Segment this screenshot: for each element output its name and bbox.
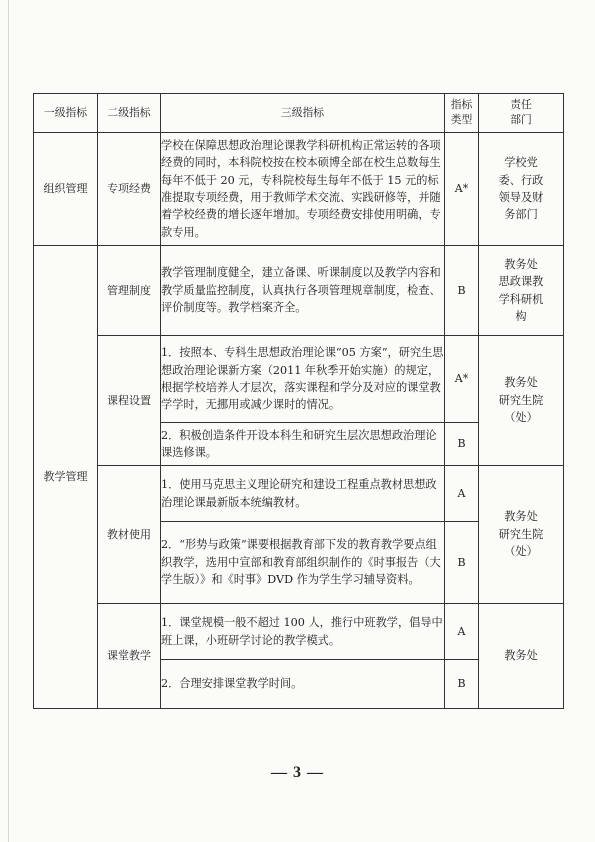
type-classroom-2: B [445, 660, 479, 709]
level1-org: 组织管理 [34, 133, 98, 246]
type-course-1: A* [445, 336, 479, 423]
page-number: — 3 — [271, 764, 324, 781]
dept-funding: 学校党 委、行政 领导及财 务部门 [479, 133, 564, 246]
header-type: 指标 类型 [445, 94, 479, 133]
table-row [34, 246, 564, 336]
desc-course-2: 2．积极创造条件开设本科生和研究生层次思想政治理论课选修课。 [161, 423, 445, 466]
desc-mgmt: 教学管理制度健全，建立备课、听课制度以及教学内容和教学质量监控制度，认真执行各项管理规章制度，检查、评价制度等。教学档案齐全。 [161, 246, 445, 336]
desc-textbook-2: 2．“形势与政策”课要根据教育部下发的教育教学要点组织教学，选用中宣部和教育部组织制作的《时事报告（大学生版）》和《时事》DVD 作为学生学习辅导资料。 [161, 522, 445, 604]
level2-course: 课程设置 [98, 336, 161, 466]
type-mgmt: B [445, 246, 479, 336]
desc-classroom-1: 1．课堂规模一般不超过 100 人，推行中班教学，倡导中班上课，小班研学讨论的教学模式。 [161, 604, 445, 660]
dept-classroom: 教务处 [479, 604, 564, 709]
header-dept: 责任 部门 [479, 94, 564, 133]
level2-funding: 专项经费 [98, 133, 161, 246]
type-textbook-2: B [445, 522, 479, 604]
table-row [34, 133, 564, 246]
indicator-table [33, 93, 564, 709]
level1-teaching: 教学管理 [34, 246, 98, 709]
table-row [34, 466, 564, 522]
header-level1: 一级指标 [34, 94, 98, 133]
dept-course: 教务处 研究生院 （处） [479, 336, 564, 466]
table-row [34, 604, 564, 660]
level2-textbook: 教材使用 [98, 466, 161, 604]
type-funding: A* [445, 133, 479, 246]
header-row [34, 94, 564, 133]
dept-textbook: 教务处 研究生院 （处） [479, 466, 564, 604]
table-row [34, 336, 564, 423]
dept-mgmt: 教务处 思政课教 学科研机 构 [479, 246, 564, 336]
type-textbook-1: A [445, 466, 479, 522]
scan-edge-line [8, 0, 9, 842]
desc-funding: 学校在保障思想政治理论课教学科研机构正常运转的各项经费的同时，本科院校按在校本硕博全部在校生总数每生每年不低于 20 元，专科院校每生每年不低于 15 元的标准提取专项经费，用于教师学术交流、实践研修等，并随着学校经费的增长逐年增加。专项经费安排使用明确，专款专用。 [161, 133, 445, 246]
level2-classroom: 课堂教学 [98, 604, 161, 709]
type-classroom-1: A [445, 604, 479, 660]
type-course-2: B [445, 423, 479, 466]
header-level3: 三级指标 [161, 94, 445, 133]
header-level2: 二级指标 [98, 94, 161, 133]
desc-classroom-2: 2．合理安排课堂教学时间。 [161, 660, 445, 709]
desc-textbook-1: 1．使用马克思主义理论研究和建设工程重点教材思想政治理论课最新版本统编教材。 [161, 466, 445, 522]
level2-mgmt: 管理制度 [98, 246, 161, 336]
desc-course-1: 1．按照本、专科生思想政治理论课“05 方案”，研究生思想政治理论课新方案（2011 年秋季开始实施）的规定，根据学校培养人才层次，落实课程和学分及对应的课堂教学学时，无挪用或减少课时的情况。 [161, 336, 445, 423]
